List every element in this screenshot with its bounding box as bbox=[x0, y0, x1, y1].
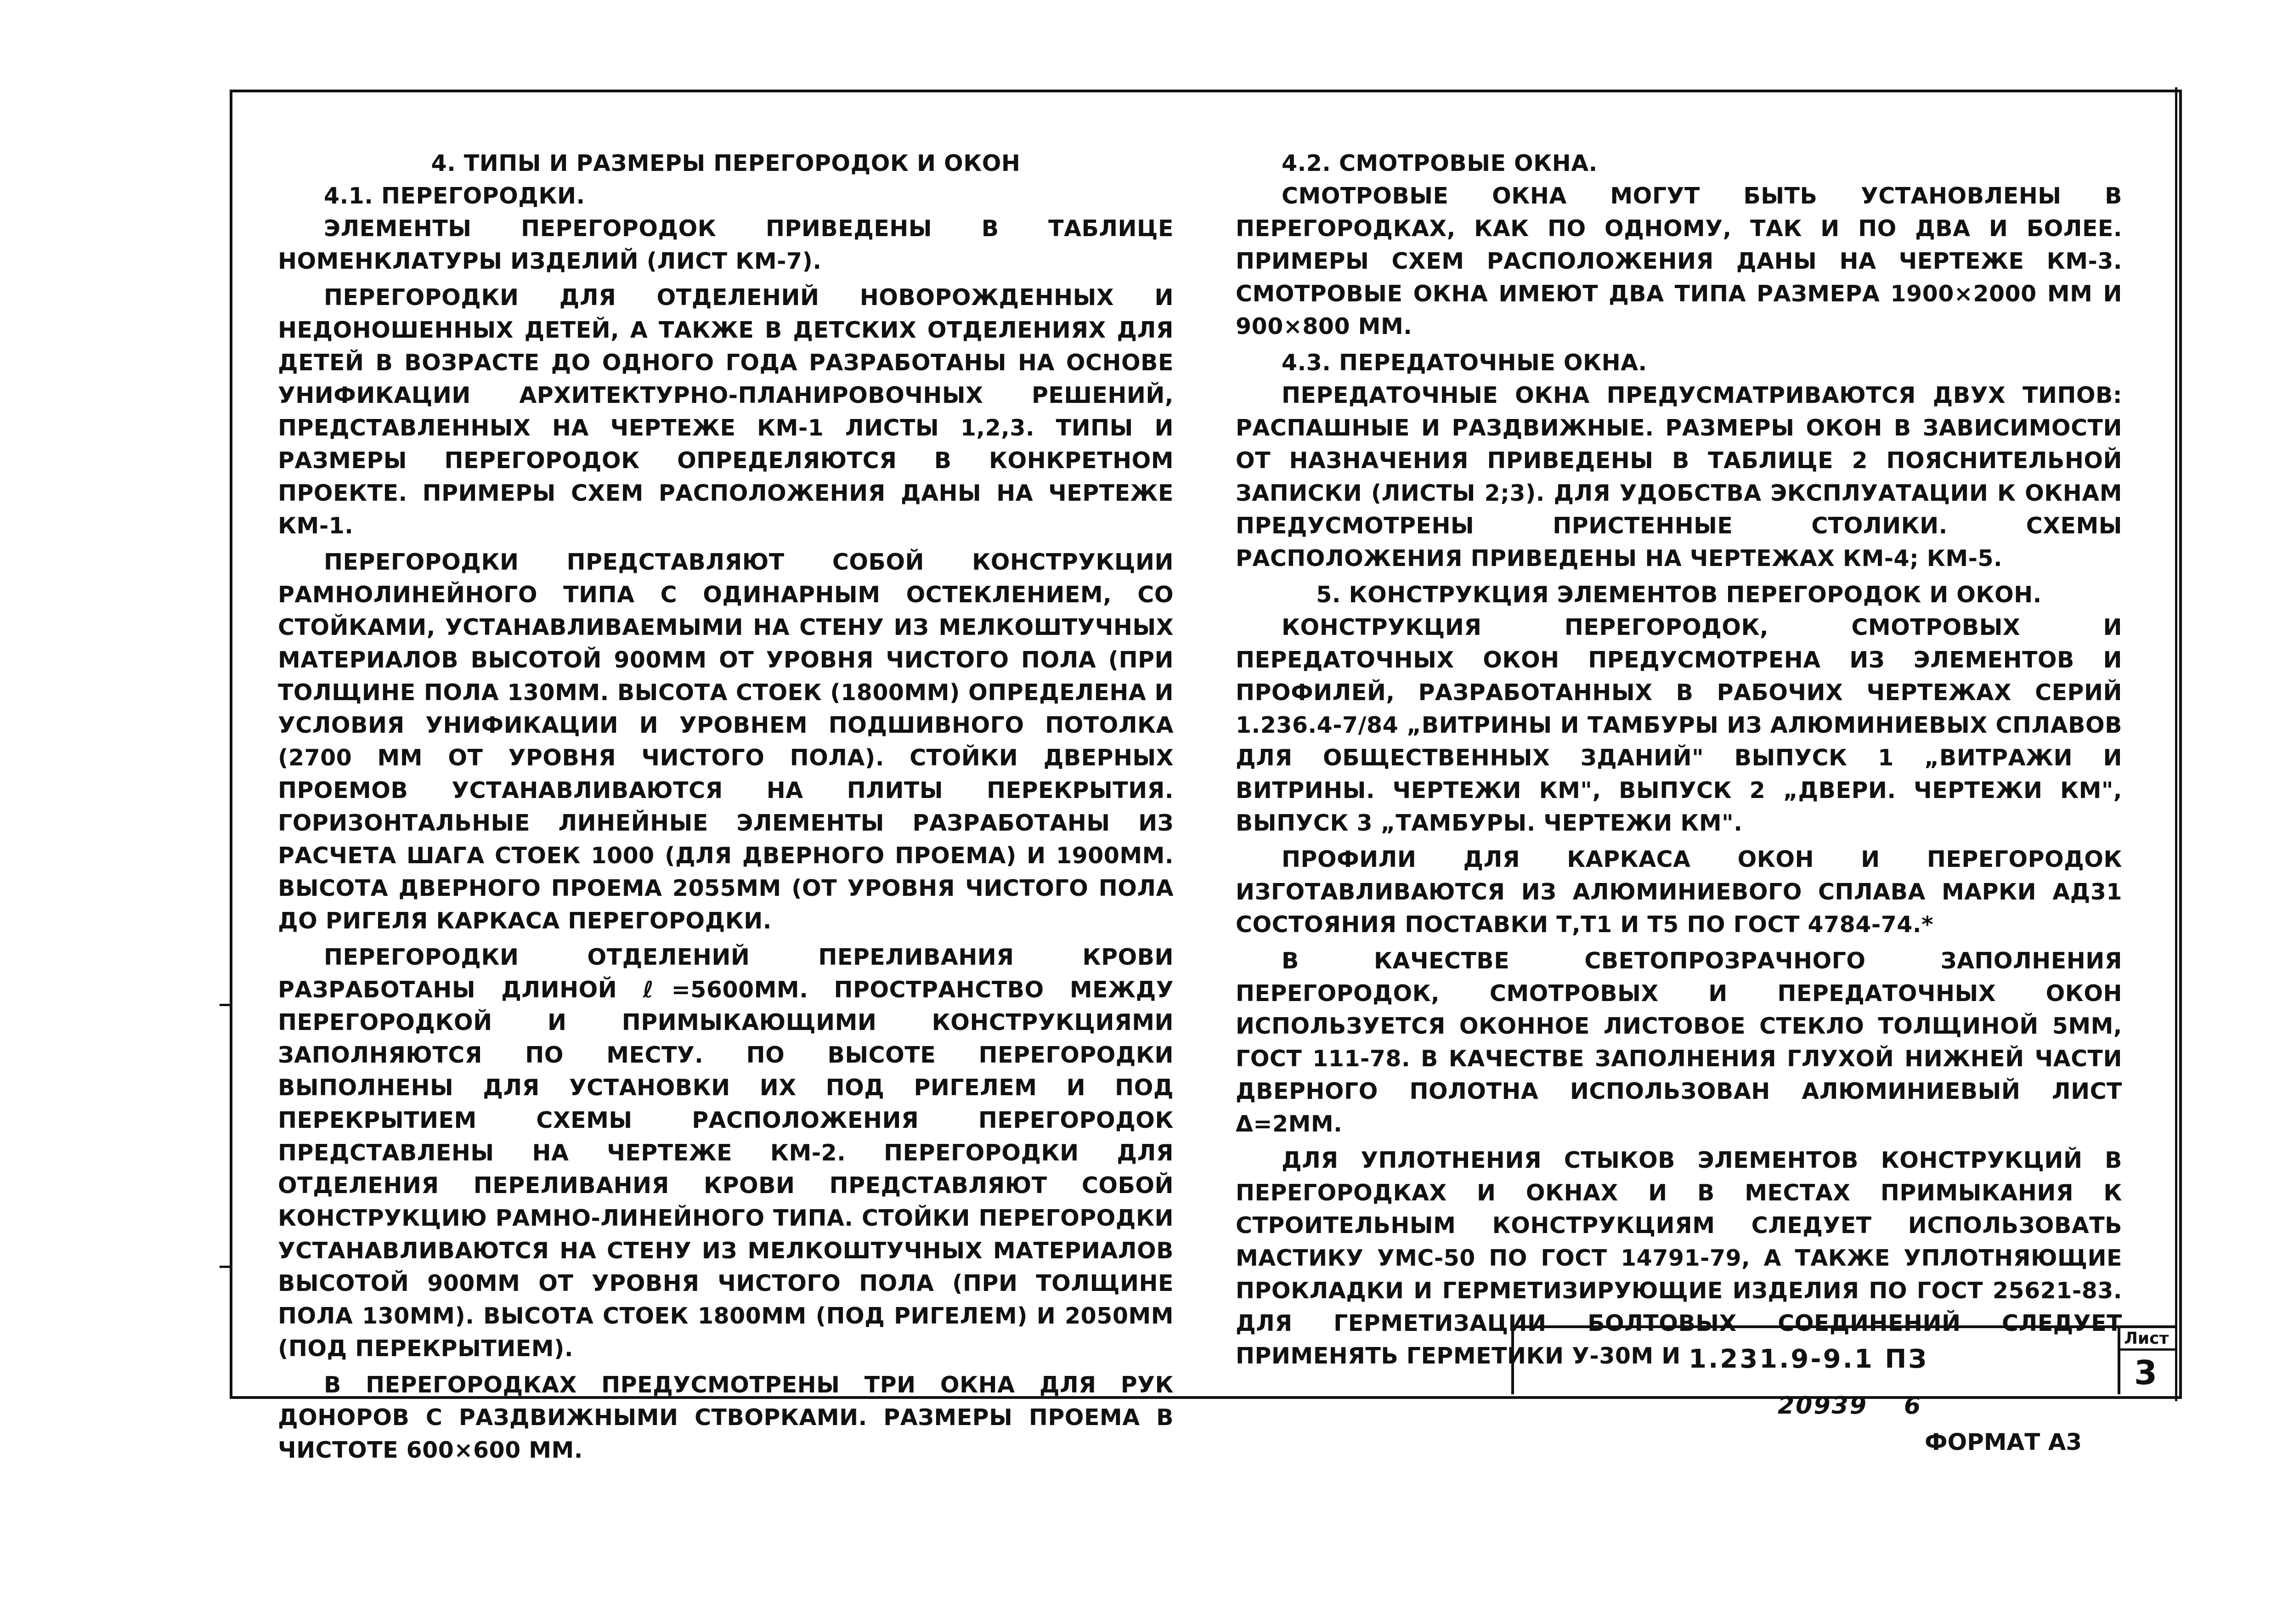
subsection-4-3-title: 4.3. ПЕРЕДАТОЧНЫЕ ОКНА. bbox=[1282, 350, 1647, 376]
sheet-number: 3 bbox=[2134, 1353, 2158, 1392]
paragraph: ПЕРЕГОРОДКИ ДЛЯ ОТДЕЛЕНИЙ НОВОРОЖДЕННЫХ И НЕДОНОШЕННЫХ ДЕТЕЙ, А ТАКЖЕ В ДЕТСКИХ ОТДЕЛЕНИЯХ ДЛЯ ДЕТЕЙ В ВОЗРАСТЕ ДО ОДНОГО ГОДА РАЗРАБОТАНЫ НА ОСНОВЕ УНИФИКАЦИИ АРХИТЕКТУРНО-ПЛАНИРОВОЧНЫХ РЕШЕНИЙ, ПРЕДСТАВЛЕННЫХ НА ЧЕРТЕЖЕ КМ-1 ЛИСТЫ 1,2,3. ТИПЫ И РАЗМЕРЫ ПЕРЕГОРОДОК ОПРЕДЕЛЯЮТСЯ В КОНКРЕТНОМ ПРОЕКТЕ. ПРИМЕРЫ СХЕМ РАСПОЛОЖЕНИЯ ДАНЫ НА ЧЕРТЕЖЕ КМ-1. bbox=[278, 284, 1174, 539]
subsection-4-2-title: 4.2. СМОТРОВЫЕ ОКНА. bbox=[1282, 150, 1598, 176]
document-code: 1.231.9-9.1 ПЗ bbox=[1689, 1344, 1928, 1374]
section-5-title: 5. КОНСТРУКЦИЯ ЭЛЕМЕНТОВ ПЕРЕГОРОДОК И ОКОН. bbox=[1316, 582, 2042, 608]
margin-tick bbox=[220, 1266, 230, 1268]
right-column bbox=[1236, 147, 2122, 1376]
paragraph: ЭЛЕМЕНТЫ ПЕРЕГОРОДОК ПРИВЕДЕНЫ В ТАБЛИЦЕ НОМЕНКЛАТУРЫ ИЗДЕЛИЙ (ЛИСТ КМ-7). bbox=[278, 215, 1174, 274]
sheet-number-box bbox=[2118, 1328, 2175, 1394]
paragraph: КОНСТРУКЦИЯ ПЕРЕГОРОДОК, СМОТРОВЫХ И ПЕРЕДАТОЧНЫХ ОКОН ПРЕДУСМОТРЕНА ИЗ ЭЛЕМЕНТОВ И ПРОФИЛЕЙ, РАЗРАБОТАННЫХ В РАБОЧИХ ЧЕРТЕЖАХ СЕРИЙ 1.236.4-7/84 „ВИТРИНЫ И ТАМБУРЫ ИЗ АЛЮМИНИЕВЫХ СПЛАВОВ ДЛЯ ОБЩЕСТВЕННЫХ ЗДАНИЙ" ВЫПУСК 1 „ВИТРАЖИ И ВИТРИНЫ. ЧЕРТЕЖИ КМ", ВЫПУСК 2 „ДВЕРИ. ЧЕРТЕЖИ КМ", ВЫПУСК 3 „ТАМБУРЫ. ЧЕРТЕЖИ КМ". bbox=[1236, 614, 2122, 836]
outer-border-line bbox=[2175, 87, 2177, 1401]
paragraph: ПЕРЕГОРОДКИ ПРЕДСТАВЛЯЮТ СОБОЙ КОНСТРУКЦИИ РАМНОЛИНЕЙНОГО ТИПА С ОДИНАРНЫМ ОСТЕКЛЕНИЕМ, СО СТОЙКАМИ, УСТАНАВЛИВАЕМЫМИ НА СТЕНУ ИЗ МЕЛКОШТУЧНЫХ МАТЕРИАЛОВ ВЫСОТОЙ 900ММ ОТ УРОВНЯ ЧИСТОГО ПОЛА (ПРИ ТОЛЩИНЕ ПОЛА 130ММ. ВЫСОТА СТОЕК (1800ММ) ОПРЕДЕЛЕНА И УСЛОВИЯ УНИФИКАЦИИ И УРОВНЕМ ПОДШИВНОГО ПОТОЛКА (2700 ММ ОТ УРОВНЯ ЧИСТОГО ПОЛА). СТОЙКИ ДВЕРНЫХ ПРОЕМОВ УСТАНАВЛИВАЮТСЯ НА ПЛИТЫ ПЕРЕКРЫТИЯ. ГОРИЗОНТАЛЬНЫЕ ЛИНЕЙНЫЕ ЭЛЕМЕНТЫ РАЗРАБОТАНЫ ИЗ РАСЧЕТА ШАГА СТОЕК 1000 (ДЛЯ ДВЕРНОГО ПРОЕМА) И 1900ММ. ВЫСОТА ДВЕРНОГО ПРОЕМА 2055ММ (ОТ УРОВНЯ ЧИСТОГО ПОЛА ДО РИГЕЛЯ КАРКАСА ПЕРЕГОРОДКИ. bbox=[278, 549, 1174, 934]
section-4-title: 4. ТИПЫ И РАЗМЕРЫ ПЕРЕГОРОДОК И ОКОН bbox=[431, 150, 1021, 176]
sheet-label: Лист bbox=[2124, 1329, 2169, 1348]
margin-tick bbox=[220, 1004, 230, 1006]
paragraph: ПЕРЕГОРОДКИ ОТДЕЛЕНИЙ ПЕРЕЛИВАНИЯ КРОВИ РАЗРАБОТАНЫ ДЛИНОЙ ℓ=5600ММ. ПРОСТРАНСТВО МЕЖДУ ПЕРЕГОРОДКОЙ И ПРИМЫКАЮЩИМИ КОНСТРУКЦИЯМИ ЗАПОЛНЯЮТСЯ ПО МЕСТУ. ПО ВЫСОТЕ ПЕРЕГОРОДКИ ВЫПОЛНЕНЫ ДЛЯ УСТАНОВКИ ИХ ПОД РИГЕЛЕМ И ПОД ПЕРЕКРЫТИЕМ СХЕМЫ РАСПОЛОЖЕНИЯ ПЕРЕГОРОДОК ПРЕДСТАВЛЕНЫ НА ЧЕРТЕЖЕ КМ-2. ПЕРЕГОРОДКИ ДЛЯ ОТДЕЛЕНИЯ ПЕРЕЛИВАНИЯ КРОВИ ПРЕДСТАВЛЯЮТ СОБОЙ КОНСТРУКЦИЮ РАМНО-ЛИНЕЙНОГО ТИПА. СТОЙКИ ПЕРЕГОРОДКИ УСТАНАВЛИВАЮТСЯ НА СТЕНУ ИЗ МЕЛКОШТУЧНЫХ МАТЕРИАЛОВ ВЫСОТОЙ 900ММ ОТ УРОВНЯ ЧИСТОГО ПОЛА (ПРИ ТОЛЩИНЕ ПОЛА 130ММ). ВЫСОТА СТОЕК 1800ММ (ПОД РИГЕЛЕМ) И 2050ММ (ПОД ПЕРЕКРЫТИЕМ). bbox=[278, 944, 1174, 1362]
left-column bbox=[278, 147, 1174, 1470]
copy-number: 6 bbox=[1904, 1392, 1921, 1420]
paragraph: В ПЕРЕГОРОДКАХ ПРЕДУСМОТРЕНЫ ТРИ ОКНА ДЛЯ РУК ДОНОРОВ С РАЗДВИЖНЫМИ СТВОРКАМИ. РАЗМЕРЫ ПРОЕМА В ЧИСТОТЕ 600×600 ММ. bbox=[278, 1372, 1174, 1463]
inventory-number: 20939 bbox=[1778, 1392, 1868, 1420]
paragraph: ПРОФИЛИ ДЛЯ КАРКАСА ОКОН И ПЕРЕГОРОДОК ИЗГОТАВЛИВАЮТСЯ ИЗ АЛЮМИНИЕВОГО СПЛАВА МАРКИ АД31 СОСТОЯНИЯ ПОСТАВКИ Т,Т1 И Т5 ПО ГОСТ 4784-74.* bbox=[1236, 846, 2122, 938]
title-block-stamp bbox=[1511, 1325, 2175, 1394]
subsection-4-1-title: 4.1. ПЕРЕГОРОДКИ. bbox=[324, 183, 585, 209]
paper-format: ФОРМАТ А3 bbox=[1925, 1429, 2082, 1455]
paragraph: В КАЧЕСТВЕ СВЕТОПРОЗРАЧНОГО ЗАПОЛНЕНИЯ ПЕРЕГОРОДОК, СМОТРОВЫХ И ПЕРЕДАТОЧНЫХ ОКОН ИСПОЛЬЗУЕТСЯ ОКОННОЕ ЛИСТОВОЕ СТЕКЛО ТОЛЩИНОЙ 5ММ, ГОСТ 111-78. В КАЧЕСТВЕ ЗАПОЛНЕНИЯ ГЛУХОЙ НИЖНЕЙ ЧАСТИ ДВЕРНОГО ПОЛОТНА ИСПОЛЬЗОВАН АЛЮМИНИЕВЫЙ ЛИСТ Δ=2ММ. bbox=[1236, 948, 2122, 1137]
paragraph: ДЛЯ УПЛОТНЕНИЯ СТЫКОВ ЭЛЕМЕНТОВ КОНСТРУКЦИЙ В ПЕРЕГОРОДКАХ И ОКНАХ И В МЕСТАХ ПРИМЫКАНИЯ К СТРОИТЕЛЬНЫМ КОНСТРУКЦИЯМ СЛЕДУЕТ ИСПОЛЬЗОВАТЬ МАСТИКУ УМС-50 ПО ГОСТ 14791-79, А ТАКЖЕ УПЛОТНЯЮЩИЕ ПРОКЛАДКИ И ГЕРМЕТИЗИРУЮЩИЕ ИЗДЕЛИЯ ПО ГОСТ 25621-83. ДЛЯ ГЕРМЕТИЗАЦИИ БОЛТОВЫХ СОЕДИНЕНИЙ СЛЕДУЕТ ПРИМЕНЯТЬ ГЕРМЕТИКИ У-30М И bbox=[1236, 1147, 2122, 1369]
sheet-divider bbox=[2120, 1348, 2175, 1351]
paragraph: СМОТРОВЫЕ ОКНА МОГУТ БЫТЬ УСТАНОВЛЕНЫ В ПЕРЕГОРОДКАХ, КАК ПО ОДНОМУ, ТАК И ПО ДВА И БОЛЕЕ. ПРИМЕРЫ СХЕМ РАСПОЛОЖЕНИЯ ДАНЫ НА ЧЕРТЕЖЕ КМ-3. СМОТРОВЫЕ ОКНА ИМЕЮТ ДВА ТИПА РАЗМЕРА 1900×2000 ММ И 900×800 ММ. bbox=[1236, 183, 2122, 340]
paragraph: ПЕРЕДАТОЧНЫЕ ОКНА ПРЕДУСМАТРИВАЮТСЯ ДВУХ ТИПОВ: РАСПАШНЫЕ И РАЗДВИЖНЫЕ. РАЗМЕРЫ ОКОН В ЗАВИСИМОСТИ ОТ НАЗНАЧЕНИЯ ПРИВЕДЕНЫ В ТАБЛИЦЕ 2 ПОЯСНИТЕЛЬНОЙ ЗАПИСКИ (ЛИСТЫ 2;3). ДЛЯ УДОБСТВА ЭКСПЛУАТАЦИИ К ОКНАМ ПРЕДУСМОТРЕНЫ ПРИСТЕННЫЕ СТОЛИКИ. СХЕМЫ РАСПОЛОЖЕНИЯ ПРИВЕДЕНЫ НА ЧЕРТЕЖАХ КМ-4; КМ-5. bbox=[1236, 382, 2122, 572]
